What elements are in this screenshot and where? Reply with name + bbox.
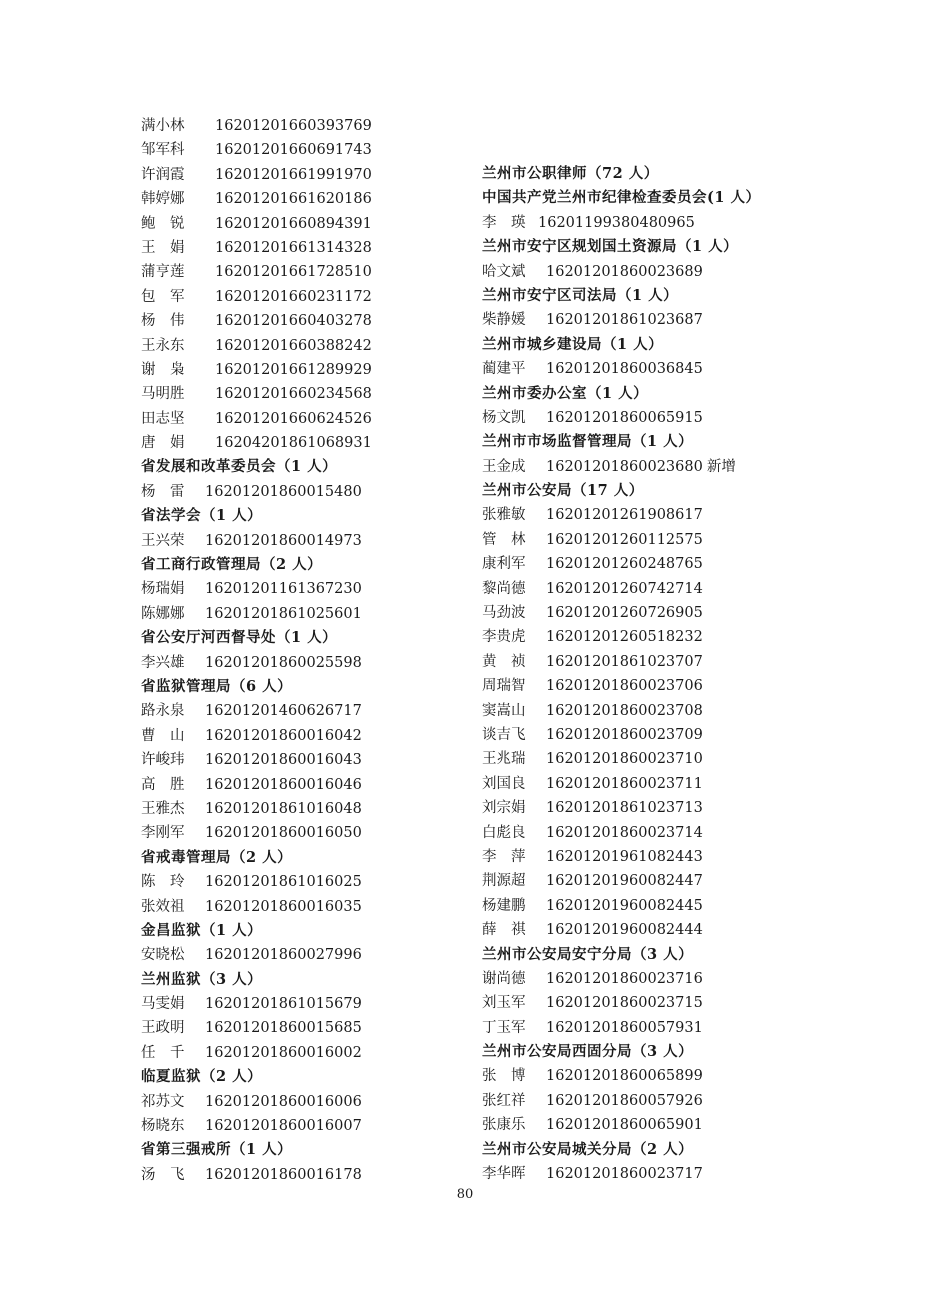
person-name: 王金成 <box>482 458 526 475</box>
list-item <box>141 895 461 919</box>
certificate-number: 16201201861023713 <box>546 800 703 817</box>
certificate-number: 16201201660403278 <box>215 313 372 330</box>
certificate-number: 16201201660393769 <box>215 118 372 134</box>
person-name: 李刚军 <box>141 825 185 842</box>
list-item <box>482 747 902 771</box>
list-item <box>141 334 461 358</box>
person-name: 王兴荣 <box>141 532 185 549</box>
list-item <box>141 577 461 601</box>
list-item <box>482 991 902 1015</box>
person-name: 窦嵩山 <box>482 702 526 719</box>
list-item <box>141 992 461 1016</box>
certificate-number: 16201201661314328 <box>215 239 372 256</box>
list-item <box>482 455 902 479</box>
person-name: 任 千 <box>141 1044 185 1061</box>
certificate-number: 16201201260248765 <box>546 556 703 573</box>
list-item <box>482 1113 902 1137</box>
person-name: 邹军科 <box>141 142 185 159</box>
left-column <box>141 114 461 1187</box>
person-name: 高 胜 <box>141 776 185 793</box>
certificate-number: 16201201860016007 <box>205 1118 362 1135</box>
list-item <box>141 382 461 406</box>
certificate-number: 16201201661289929 <box>215 361 372 378</box>
certificate-number: 16201201860016046 <box>205 776 362 793</box>
person-name: 康利军 <box>482 556 526 573</box>
person-name: 蔺建平 <box>482 361 526 378</box>
list-item <box>482 601 902 625</box>
certificate-number: 16201201661991970 <box>215 166 372 183</box>
person-name: 王兆瑞 <box>482 751 526 768</box>
person-name: 杨 伟 <box>141 313 185 330</box>
person-name: 杨建鹏 <box>482 897 526 914</box>
person-name: 马明胜 <box>141 386 185 403</box>
certificate-number: 16201201661620186 <box>215 191 372 208</box>
section-heading: 省监狱管理局（6 人） <box>141 677 293 695</box>
list-item <box>141 480 461 504</box>
person-name: 张红祥 <box>482 1092 526 1109</box>
list-item <box>482 308 902 332</box>
list-item <box>482 1089 902 1113</box>
person-name: 田志坚 <box>141 410 185 427</box>
certificate-number: 16201201860023715 <box>546 995 703 1012</box>
person-name: 刘国良 <box>482 775 526 792</box>
certificate-number: 16201201860065915 <box>546 409 703 426</box>
list-item <box>141 1016 461 1040</box>
list-item <box>141 1041 461 1065</box>
list-item <box>482 1162 902 1186</box>
section-heading: 中国共产党兰州市纪律检查委员会(1 人） <box>482 189 761 207</box>
list-item <box>482 674 902 698</box>
section-heading: 兰州市安宁区司法局（1 人） <box>482 286 679 304</box>
certificate-number: 16201201860016042 <box>205 727 362 744</box>
person-name: 陈 玲 <box>141 874 185 891</box>
certificate-number: 16201201860016006 <box>205 1093 362 1110</box>
list-item <box>482 577 902 601</box>
certificate-number: 16201199380480965 <box>538 214 695 231</box>
person-name: 许润霞 <box>141 166 185 183</box>
person-name: 李 瑛 <box>482 214 526 231</box>
person-name: 张 博 <box>482 1068 526 1085</box>
certificate-number: 16201201960082447 <box>546 873 703 890</box>
certificate-number: 16201201660231172 <box>215 288 372 305</box>
certificate-number: 16201201161367230 <box>205 581 362 598</box>
certificate-number: 16201201860016050 <box>205 825 362 842</box>
section-heading: 兰州市公安局城关分局（2 人） <box>482 1140 694 1158</box>
list-item <box>141 651 461 675</box>
certificate-number: 16201201260726905 <box>546 605 703 622</box>
person-name: 蒲亨莲 <box>141 264 185 281</box>
person-name: 李 萍 <box>482 848 526 865</box>
list-item <box>141 260 461 284</box>
list-item <box>482 650 902 674</box>
person-name: 许峻玮 <box>141 752 185 769</box>
person-name: 汤 飞 <box>141 1166 185 1183</box>
list-item <box>482 552 902 576</box>
section-heading: 省第三强戒所（1 人） <box>141 1141 293 1159</box>
certificate-number: 16201201860015685 <box>205 1020 362 1037</box>
person-name: 马劲波 <box>482 605 526 622</box>
section-heading: 省公安厅河西督导处（1 人） <box>141 629 338 647</box>
person-name: 李贵虎 <box>482 629 526 646</box>
list-item <box>141 821 461 845</box>
section-heading: 兰州市委办公室（1 人） <box>482 384 649 402</box>
certificate-number: 16201201861023707 <box>546 653 703 670</box>
person-name: 丁玉军 <box>482 1019 526 1036</box>
certificate-number: 16201201860057931 <box>546 1019 703 1036</box>
section-heading: 临夏监狱（2 人） <box>141 1068 263 1086</box>
list-item <box>141 748 461 772</box>
person-name: 杨瑞娟 <box>141 581 185 598</box>
list-item <box>482 1064 902 1088</box>
person-name: 张效祖 <box>141 898 185 915</box>
list-item <box>482 918 902 942</box>
certificate-number: 16201201460626717 <box>205 703 362 720</box>
section-heading: 省法学会（1 人） <box>141 507 263 525</box>
certificate-number: 16201201860023709 <box>546 726 703 743</box>
person-name: 王永东 <box>141 337 185 354</box>
section-heading: 兰州市市场监督管理局（1 人） <box>482 433 694 451</box>
list-item <box>482 211 902 235</box>
certificate-number: 16201201860065901 <box>546 1117 703 1134</box>
section-heading: 兰州市城乡建设局（1 人） <box>482 335 664 353</box>
person-name: 杨晓东 <box>141 1118 185 1135</box>
certificate-number: 16201201860023680 <box>546 458 703 475</box>
certificate-number: 16201201860023714 <box>546 824 703 841</box>
list-item <box>482 845 902 869</box>
certificate-number: 16201201860016178 <box>205 1166 362 1183</box>
list-item <box>482 625 902 649</box>
certificate-number: 16201201260112575 <box>546 531 703 548</box>
right-column <box>482 162 902 1186</box>
list-item <box>141 699 461 723</box>
certificate-number: 16201201960082444 <box>546 922 703 939</box>
list-item <box>141 602 461 626</box>
list-item <box>141 358 461 382</box>
list-item <box>482 1016 902 1040</box>
section-heading: 兰州市公安局西固分局（3 人） <box>482 1043 694 1061</box>
person-name: 王 娟 <box>141 239 185 256</box>
certificate-number: 16201201860036845 <box>546 361 703 378</box>
certificate-number: 16201201661728510 <box>215 264 372 281</box>
certificate-number: 16201201861015679 <box>205 996 362 1013</box>
list-item <box>482 528 902 552</box>
certificate-number: 16201201261908617 <box>546 507 703 524</box>
certificate-number: 16204201861068931 <box>215 435 372 452</box>
person-name: 黎尚德 <box>482 580 526 597</box>
certificate-number: 16201201860057926 <box>546 1092 703 1109</box>
certificate-number: 16201201260742714 <box>546 580 703 597</box>
certificate-number: 16201201660691743 <box>215 142 372 159</box>
list-item <box>141 187 461 211</box>
person-name: 谢尚德 <box>482 970 526 987</box>
section-heading: 兰州市安宁区规划国土资源局（1 人） <box>482 238 739 256</box>
list-item <box>141 285 461 309</box>
list-item <box>141 1114 461 1138</box>
certificate-number: 16201201861016048 <box>205 800 362 817</box>
person-name: 黄 祯 <box>482 653 526 670</box>
person-name: 王雅杰 <box>141 800 185 817</box>
list-item <box>482 821 902 845</box>
list-item <box>141 529 461 553</box>
list-item <box>141 212 461 236</box>
list-item <box>141 163 461 187</box>
list-item <box>482 699 902 723</box>
list-item <box>141 1090 461 1114</box>
person-name: 刘宗娟 <box>482 800 526 817</box>
list-item <box>141 943 461 967</box>
certificate-number: 16201201961082443 <box>546 848 703 865</box>
list-item <box>141 431 461 455</box>
person-name: 杨文凯 <box>482 409 526 426</box>
certificate-number: 16201201861025601 <box>205 605 362 622</box>
list-item <box>482 967 902 991</box>
certificate-number: 16201201660388242 <box>215 337 372 354</box>
person-name: 满小林 <box>141 118 185 134</box>
person-name: 谢 枭 <box>141 361 185 378</box>
person-name: 哈文斌 <box>482 263 526 280</box>
entry-note: 新增 <box>706 458 736 475</box>
person-name: 唐 娟 <box>141 435 185 452</box>
certificate-number: 16201201660894391 <box>215 215 372 232</box>
section-heading: 兰州市公安局（17 人） <box>482 482 644 500</box>
list-item <box>141 236 461 260</box>
person-name: 张康乐 <box>482 1117 526 1134</box>
certificate-number: 16201201860023708 <box>546 702 703 719</box>
list-item <box>141 870 461 894</box>
certificate-number: 16201201860023706 <box>546 678 703 695</box>
person-name: 鲍 锐 <box>141 215 185 232</box>
certificate-number: 16201201660234568 <box>215 386 372 403</box>
person-name: 陈娜娜 <box>141 605 185 622</box>
person-name: 路永泉 <box>141 703 185 720</box>
certificate-number: 16201201860015480 <box>205 483 362 500</box>
person-name: 张雅敏 <box>482 507 526 524</box>
list-item <box>482 723 902 747</box>
person-name: 白彪良 <box>482 824 526 841</box>
section-heading: 省工商行政管理局（2 人） <box>141 556 323 574</box>
list-item <box>141 407 461 431</box>
certificate-number: 16201201660624526 <box>215 410 372 427</box>
person-name: 刘玉军 <box>482 995 526 1012</box>
list-item <box>141 309 461 333</box>
list-item <box>482 260 902 284</box>
person-name: 谈吉飞 <box>482 726 526 743</box>
certificate-number: 16201201861023687 <box>546 312 703 329</box>
person-name: 柴静媛 <box>482 312 526 329</box>
person-name: 包 军 <box>141 288 185 305</box>
certificate-number: 16201201860023689 <box>546 263 703 280</box>
person-name: 王政明 <box>141 1020 185 1037</box>
list-item <box>482 406 902 430</box>
list-item <box>141 797 461 821</box>
list-item <box>141 138 461 162</box>
list-item <box>141 724 461 748</box>
certificate-number: 16201201860023710 <box>546 751 703 768</box>
certificate-number: 16201201860023711 <box>546 775 703 792</box>
list-item <box>482 796 902 820</box>
list-item <box>482 772 902 796</box>
list-item <box>482 357 902 381</box>
person-name: 韩婷娜 <box>141 191 185 208</box>
list-item <box>482 894 902 918</box>
person-name: 周瑞智 <box>482 678 526 695</box>
person-name: 李华晖 <box>482 1166 526 1183</box>
certificate-number: 16201201260518232 <box>546 629 703 646</box>
section-heading: 省戒毒管理局（2 人） <box>141 848 293 866</box>
list-item <box>482 503 902 527</box>
certificate-number: 16201201860016035 <box>205 898 362 915</box>
certificate-number: 16201201860014973 <box>205 532 362 549</box>
certificate-number: 16201201960082445 <box>546 897 703 914</box>
person-name: 曹 山 <box>141 727 185 744</box>
certificate-number: 16201201860023716 <box>546 970 703 987</box>
certificate-number: 16201201861016025 <box>205 874 362 891</box>
person-name: 荆源超 <box>482 873 526 890</box>
certificate-number: 16201201860065899 <box>546 1068 703 1085</box>
person-name: 管 林 <box>482 531 526 548</box>
list-item <box>482 869 902 893</box>
person-name: 马雯娟 <box>141 996 185 1013</box>
person-name: 李兴雄 <box>141 654 185 671</box>
person-name: 杨 雷 <box>141 483 185 500</box>
certificate-number: 16201201860016002 <box>205 1044 362 1061</box>
person-name: 薛 祺 <box>482 922 526 939</box>
certificate-number: 16201201860025598 <box>205 654 362 671</box>
section-heading: 兰州市公职律师（72 人） <box>482 165 659 182</box>
certificate-number: 16201201860016043 <box>205 752 362 769</box>
section-heading: 兰州市公安局安宁分局（3 人） <box>482 945 694 963</box>
section-heading: 兰州监狱（3 人） <box>141 970 263 988</box>
list-item <box>141 1163 461 1187</box>
section-heading: 省发展和改革委员会（1 人） <box>141 458 338 476</box>
list-item <box>141 114 461 138</box>
list-item <box>141 773 461 797</box>
page-number: 80 <box>456 1187 474 1202</box>
section-heading: 金昌监狱（1 人） <box>141 921 263 939</box>
certificate-number: 16201201860027996 <box>205 947 362 964</box>
person-name: 安晓松 <box>141 947 185 964</box>
certificate-number: 16201201860023717 <box>546 1166 703 1183</box>
person-name: 祁苏文 <box>141 1093 185 1110</box>
